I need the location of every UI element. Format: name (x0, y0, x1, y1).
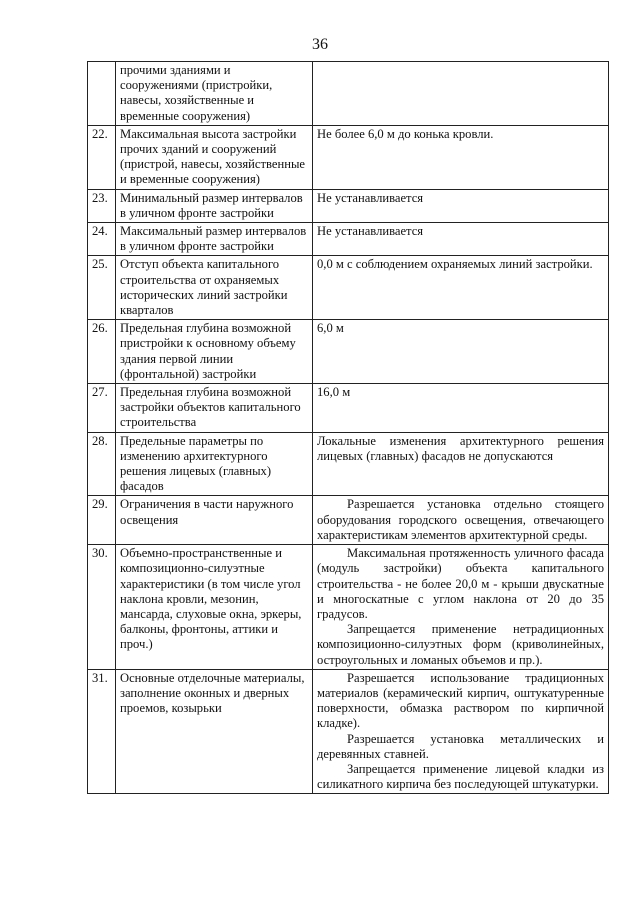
parameter-name: Предельная глубина возможной застройки объектов капитального строительства (116, 384, 313, 433)
parameter-value (313, 256, 609, 320)
parameter-value (313, 432, 609, 496)
parameter-name: Отступ объекта капитального строительства от охраняемых исторических линий застройки кварталов (116, 256, 313, 320)
table-row (88, 669, 609, 794)
value-paragraph: Разрешается установка металлических и деревянных ставней. (317, 731, 604, 761)
value-paragraph: Не более 6,0 м до конька кровли. (317, 126, 494, 141)
row-number: 28. (88, 432, 116, 496)
table-row (88, 62, 609, 126)
parameter-name: Ограничения в части наружного освещения (116, 496, 313, 545)
table-row (88, 384, 609, 433)
table-row (88, 256, 609, 320)
table-row (88, 189, 609, 222)
row-number: 31. (88, 669, 116, 794)
row-number: 30. (88, 545, 116, 670)
value-paragraph: 6,0 м (317, 321, 344, 336)
parameter-value (313, 496, 609, 545)
table-row (88, 496, 609, 545)
value-paragraph: Запрещается применение нетрадиционных композиционно-силуэтных форм (криволинейных, остроугольных и ломаных объемов и пр.). (317, 622, 604, 667)
value-paragraph: Разрешается установка отдельно стоящего оборудования городского освещения, отвечающего характеристикам элементов архитектурной среды. (317, 497, 604, 542)
row-number: 29. (88, 496, 116, 545)
row-number: 25. (88, 256, 116, 320)
value-paragraph: 16,0 м (317, 385, 351, 400)
row-number: 22. (88, 125, 116, 189)
row-number: 24. (88, 223, 116, 256)
parameter-value (313, 669, 609, 794)
parameter-name: Максимальная высота застройки прочих зданий и сооружений (пристрой, навесы, хозяйственные и временные сооружения) (116, 125, 313, 189)
row-number (88, 62, 116, 126)
parameter-name: Предельная глубина возможной пристройки к основному объему здания первой линии (фронтальной) застройки (116, 320, 313, 384)
table-row (88, 125, 609, 189)
parameter-name: Предельные параметры по изменению архитектурного решения лицевых (главных) фасадов (116, 432, 313, 496)
row-number: 27. (88, 384, 116, 433)
value-paragraph: Максимальная протяженность уличного фасада (модуль застройки) объекта капитального строительства - не более 20,0 м - крыши двускатные и многоскатные с углом наклона от 20 до 35 градусов. (317, 546, 604, 621)
value-paragraph: Запрещается применение лицевой кладки из силикатного кирпича без последующей штукатурки. (317, 761, 604, 792)
page-number: 36 (312, 36, 328, 53)
parameter-name: Минимальный размер интервалов в уличном фронте застройки (116, 189, 313, 222)
parameter-name: Основные отделочные материалы, заполнение оконных и дверных проемов, козырьки (116, 669, 313, 794)
table-row (88, 432, 609, 496)
parameter-name: Объемно-пространственные и композиционно-силуэтные характеристики (в том числе угол наклона кровли, мезонин, мансарда, слуховые окна, эркеры, балконы, фронтоны, аттики и проч.) (116, 545, 313, 670)
value-paragraph: Не устанавливается (317, 190, 424, 205)
table-row (88, 320, 609, 384)
parameter-value (313, 62, 609, 126)
parameter-value (313, 320, 609, 384)
parameter-value (313, 384, 609, 433)
table-row (88, 223, 609, 256)
row-number: 23. (88, 189, 116, 222)
value-paragraph: Разрешается использование традиционных материалов (керамический кирпич, оштукатуренные поверхности, обмазка раствором по кирпичной кладке). (317, 670, 604, 731)
value-paragraph: 0,0 м с соблюдением охраняемых линий застройки. (317, 257, 593, 272)
parameter-name: прочими зданиями и сооружениями (пристройки, навесы, хозяйственные и временные сооружения) (116, 62, 313, 126)
value-paragraph: Локальные изменения архитектурного решения лицевых (главных) фасадов не допускаются (317, 433, 604, 463)
parameter-value (313, 223, 609, 256)
parameter-value (313, 125, 609, 189)
row-number: 26. (88, 320, 116, 384)
parameter-value (313, 545, 609, 670)
parameter-name: Максимальный размер интервалов в уличном фронте застройки (116, 223, 313, 256)
table-row (88, 545, 609, 670)
parameter-value (313, 189, 609, 222)
regulations-table (87, 61, 609, 794)
value-paragraph: Не устанавливается (317, 224, 424, 239)
